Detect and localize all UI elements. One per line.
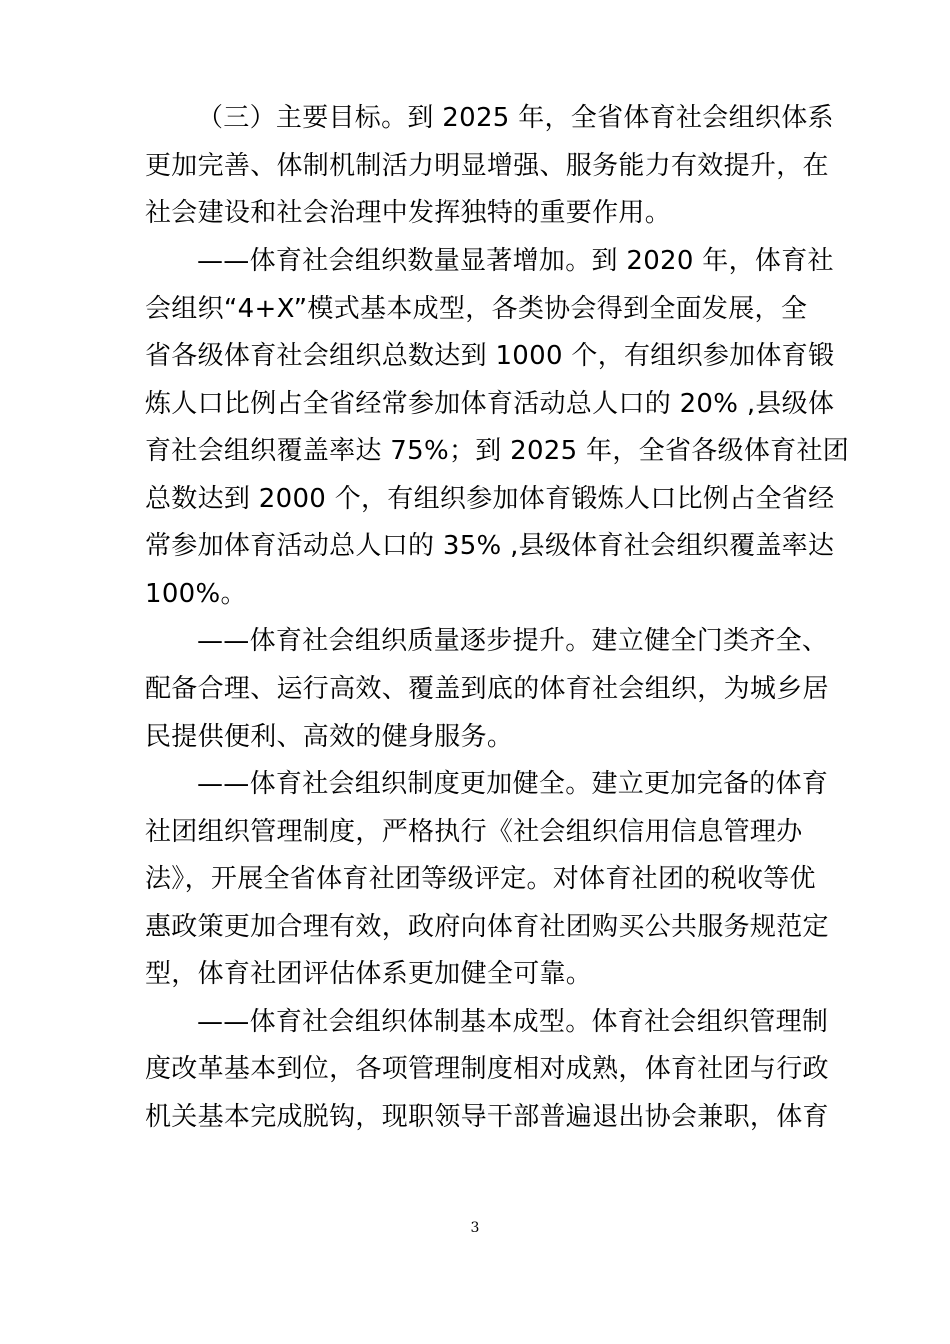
paragraph-line: 机关基本完成脱钩，现职领导干部普遍退出协会兼职，体育 xyxy=(145,1102,829,1132)
paragraph-line: （三）主要目标。到 2025 年，全省体育社会组织体系 xyxy=(197,103,834,133)
paragraph-line: 社团组织管理制度，严格执行《社会组织信用信息管理办 xyxy=(145,817,803,847)
paragraph-line: ——体育社会组织数量显著增加。到 2020 年，体育社 xyxy=(197,246,834,276)
paragraph-line: 省各级体育社会组织总数达到 1000 个，有组织参加体育锻 xyxy=(145,341,835,371)
paragraph-line: ——体育社会组织制度更加健全。建立更加完备的体育 xyxy=(197,769,829,799)
page-number: 3 xyxy=(470,1220,480,1236)
paragraph-line: 法》，开展全省体育社团等级评定。对体育社团的税收等优 xyxy=(145,864,816,894)
paragraph-line: 100%。 xyxy=(145,579,247,609)
paragraph-line: 配备合理、运行高效、覆盖到底的体育社会组织，为城乡居 xyxy=(145,674,829,704)
paragraph-line: 常参加体育活动总人口的 35% ,县级体育社会组织覆盖率达 xyxy=(145,531,835,561)
paragraph-line: 总数达到 2000 个，有组织参加体育锻炼人口比例占全省经 xyxy=(145,484,835,514)
paragraph-line: 民提供便利、高效的健身服务。 xyxy=(145,722,514,752)
paragraph-line: 会组织“4+X”模式基本成型，各类协会得到全面发展，全 xyxy=(145,294,808,324)
paragraph-line: 育社会组织覆盖率达 75%；到 2025 年，全省各级体育社团 xyxy=(145,436,850,466)
paragraph-line: 社会建设和社会治理中发挥独特的重要作用。 xyxy=(145,198,672,228)
paragraph-line: 度改革基本到位，各项管理制度相对成熟，体育社团与行政 xyxy=(145,1054,829,1084)
paragraph-line: 更加完善、体制机制活力明显增强、服务能力有效提升，在 xyxy=(145,151,829,181)
paragraph-line: ——体育社会组织体制基本成型。体育社会组织管理制 xyxy=(197,1007,829,1037)
paragraph-line: 型，体育社团评估体系更加健全可靠。 xyxy=(145,959,593,989)
paragraph-line: 惠政策更加合理有效，政府向体育社团购买公共服务规范定 xyxy=(145,912,829,942)
paragraph-line: ——体育社会组织质量逐步提升。建立健全门类齐全、 xyxy=(197,626,829,656)
paragraph-line: 炼人口比例占全省经常参加体育活动总人口的 20% ,县级体 xyxy=(145,389,835,419)
